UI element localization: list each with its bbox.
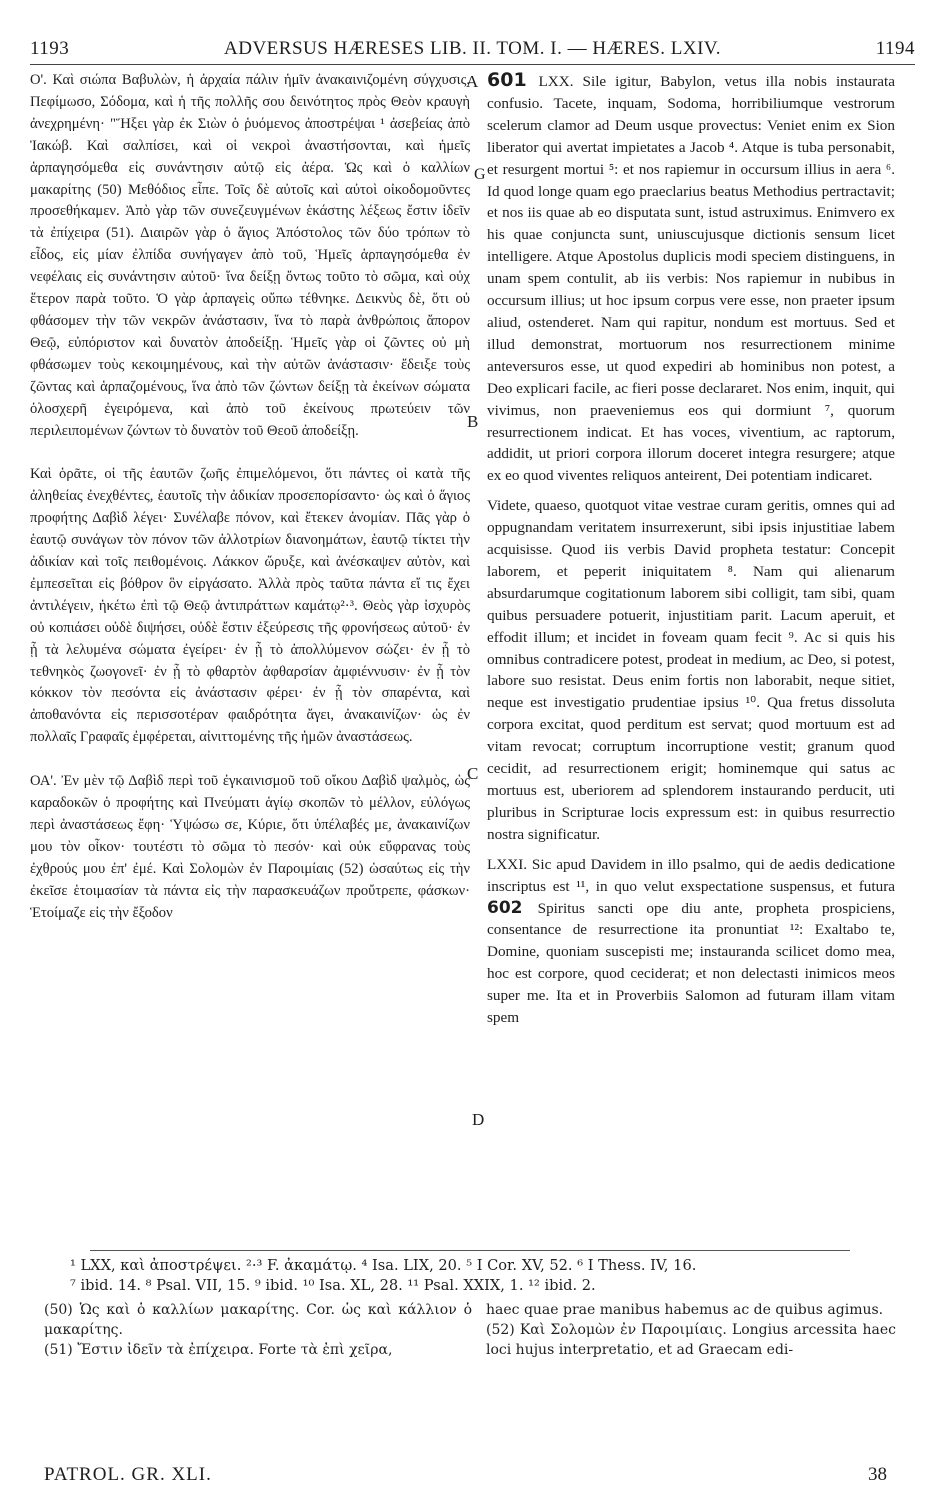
footnotes-left — [44, 1300, 472, 1360]
footnote-51-cont: haec quae prae manibus habemus ac de quibus agimus. — [486, 1302, 884, 1318]
latin-paragraph-70: 601 LXX. Sile igitur, Babylon, vetus illa nobis instaurata confusio. Tacete, inquam, Sodoma, horribiliumque vestrorum scelerum clamor ad Deum usque provectus: Veniet enim ex Sion liberator qui avertat impietates a Jacob ⁴. Atque is tuba personabit, et resurgent mortui ⁵: et nos rapiemur in occursum illius in aera ⁶. Id quod longe quam ego praeclarius beatus Methodius pertractavit; et nos iis quae ab eo disputata sunt, istud astruximus. Enimvero ex his quae conjuncta sunt, uniuscujusque dictionis sensum licet intelligere. Atque Apostolus duplicis modi speciem distinguens, in unam spem contulit, ab iis verbis: Nos rapiemur in nubibus in occursum illius; ut hoc ipsum corpus vere esse, non praeter ipsum aliud, ostenderet. Nam qui rapitur, nondum est mortuus. Sed et illud demonstrat, mortuorum nos resurrectionem minime anteversuros esse, ut quod expediri ab hominibus non potest, a Deo explicari facile, ac fieri posse declararet. Nos enim, inquit, qui vivimus, non praeveniemus eos qui dormiunt ⁷, quorum resurrectionem indicat. Et has voces, viventium, ac raptorum, addidit, ut priori corpora illorum doceret integra resurgere; atque ex eo quod viventes reliquos anteirent, Dei potentiam indicaret. — [487, 69, 895, 485]
footnote-50: (50) Ὡς καὶ ὁ καλλίων μακαρίτης. Cor. ὡς καὶ κάλλιον ὁ μακαρίτης. — [44, 1302, 472, 1338]
page-header — [30, 38, 915, 64]
footnote-refs-line-1: ¹ LXX, καὶ ἀποστρέψει. ²·³ F. ἀκαμάτῳ. ⁴ Isa. LIX, 20. ⁵ I Cor. XV, 52. ⁶ I Thess. IV, 16. — [70, 1257, 697, 1274]
page-number-right: 1194 — [875, 38, 915, 59]
margin-marker-g: G — [474, 166, 486, 183]
column-number-601-inline: 601 — [487, 69, 539, 91]
latin-paragraph-70-cont: Videte, quaeso, quotquot vitae vestrae curam geritis, omnes qui ad oppugnandam veritatem insurrexerunt, sibi ipsis injustitiae labem acquisisse. Quod iis verbis David propheta testatur: Concepit laborem, et peperit iniquitatem ⁸. Nam qui alienarum absurdarumque cogitationum laborem sibi colligit, tam sibi, quam quibus persuadere potuerit, injustitiam parit. Lacum aperuit, et effodit illum; et incidet in foveam quam fecit ⁹. Ac si quis his omnibus contradicere potest, prodeat in medium, ac Deo, si potest, labore suo resistat. Deus enim fortis non laborabit, neque sitiet, neque est investigatio prudentiae ipsius ¹⁰. Qua fretus dissoluta corpora excitat, quod perditum est servat; quod mortuum est ad vitam revocat; corruptum incorruptione vestit; granum quod cecidit, ad resurrectionem erigit; hominemque qui satus ac mortuus est, uberiorem ad splendorem instaurando perducit, uti pluribus in Scripturae locis expressum est: in quibus resurrectio nostra significatur. — [487, 497, 895, 843]
footer-signature: 38 — [868, 1464, 887, 1485]
page-number-left: 1193 — [30, 38, 70, 59]
section-marker-b: B — [467, 412, 479, 431]
footnote-references — [70, 1256, 901, 1296]
latin-column — [487, 70, 895, 1029]
footnotes-right — [486, 1300, 896, 1360]
greek-column — [30, 70, 470, 925]
section-marker-c: C — [467, 764, 479, 783]
page-footer — [44, 1464, 901, 1490]
greek-paragraph-71: ΟΑ'. Ἐν μὲν τῷ Δαβὶδ περὶ τοῦ ἐγκαινισμοῦ τοῦ οἴκου Δαβὶδ ψαλμὸς, ὡς καραδοκῶν ὁ προφήτης καὶ Πνεύματι ἁγίῳ σκοπῶν τὸ μέλλον, εὐλόγως περὶ ἀναστάσεως ἔφη· Ὑψώσω σε, Κύριε, ὅτι ὑπέλαβές με, ἀνακαινίζων μου τὸν οἶκον· τουτέστι τὸ σῶμα τὸ πεσόν· καὶ οὐκ εὔφρανας τοὺς ἐχθρούς μου ἐπ' ἐμέ. Καὶ Σολομὼν ἐν Παροιμίαις (52) ὡσαύτως εἰς τὴν ἐκεῖσε ἑτοιμασίαν τὰ πάντα εἰς τὴν παρασκευάζων προὔτρεπε, φάσκων· Ἑτοίμαζε εἰς τὴν ἔξοδον — [30, 773, 470, 921]
footnote-rule — [90, 1250, 850, 1251]
header-rule — [30, 64, 915, 65]
footnote-refs-line-2: ⁷ ibid. 14. ⁸ Psal. VII, 15. ⁹ ibid. ¹⁰ Isa. XL, 28. ¹¹ Psal. XXIX, 1. ¹² ibid. 2. — [70, 1277, 596, 1294]
footnote-51: (51) Ἔστιν ἰδεῖν τὰ ἐπίχειρα. Forte τὰ ἐπὶ χεῖρα, — [44, 1342, 393, 1358]
column-number-602-inline: 602 — [487, 897, 538, 918]
footer-patrologia: PATROL. GR. XLI. — [44, 1464, 212, 1485]
footnote-52: (52) Καὶ Σολομὼν ἐν Παροιμίαις. Longius arcessita haec loci hujus interpretatio, et ad Graecam edi- — [486, 1322, 896, 1358]
section-marker-a: A — [466, 72, 479, 91]
latin-paragraph-71: LXXI. Sic apud Davidem in illo psalmo, qui de aedis dedicatione inscriptus est ¹¹, in quo velut exspectatione suspensus, et futura 602 Spiritus sancti ope diu ante, propheta prospiciens, consentance de resurrectione ita pronuntiat ¹²: Exaltabo te, Domine, quoniam suscepisti me; instauranda scilicet domo mea, hoc est corpore, quod ceciderat; et non delectasti inimicos meos super me. Ita et in Proverbiis Salomon ad futuram illam vitam spem — [487, 855, 896, 1027]
running-title: ADVERSUS HÆRESES LIB. II. TOM. I. — HÆRES. LXIV. — [224, 38, 721, 59]
section-marker-d: D — [472, 1110, 485, 1129]
greek-paragraph-70-cont: Καὶ ὁρᾶτε, οἱ τῆς ἑαυτῶν ζωῆς ἐπιμελόμενοι, ὅτι πάντες οἱ κατὰ τῆς ἀληθείας ἐνεχθέντες, ἑαυτοῖς τὴν ἀδικίαν προσεπορίσαντο· ὡς καὶ ὁ ἅγιος προφήτης Δαβὶδ λέγει· Συνέλαβε πόνον, καὶ ἔτεκεν ἀνομίαν. Πᾶς γὰρ ὁ ἑαυτῷ συνάγων τὸν πόνον τῶν ἀλλοτρίων διανοημάτων, ἑαυτῷ τίκτει τὴν ἀδικίαν καὶ τοῖς πειθομένοις. Λάκκον ὤρυξε, καὶ ἀνέσκαψεν αὐτὸν, καὶ ἐμπεσεῖται εἰς βόθρον ὃν εἰργάσατο. Ἀλλὰ πρὸς ταῦτα πάντα εἴ τις ἔχει ἀντιλέγειν, ἡκέτω ἐπὶ τῷ Θεῷ ἀντιπράττων καμάτῳ²·³. Θεὸς γὰρ ἰσχυρὸς οὐ κοπιάσει οὐδὲ διψήσει, οὐδὲ ἔστιν ἐξεύρεσις τῆς φρονήσεως αὐτοῦ· ἐν ᾗ τὰ λελυμένα σώματα ἐγείρει· ἐν ᾗ τὸ ἀπολλύμενον σώζει· ἐν ᾗ τὸ τεθνηκὸς ζωογονεῖ· ἐν ᾗ τὸ φθαρτὸν ἀφθαρσίαν ἀμφιέννυσιν· ἐν ᾗ τὸν κόκκον τὸν πεσόντα εἰς ἀνάστασιν φέρει· ἐν ᾗ τὸν σπαρέντα, καὶ ἀποθανόντα εἰς περισσοτέραν φαιδρότητα ἄγει, ἀνακαινίζων· ὡς ἐν πολλαῖς Γραφαῖς ἐμφέρεται, αἰνιττομένης τῆς ἡμῶν ἀναστάσεως. — [30, 466, 470, 746]
greek-paragraph-70: Ο'. Καὶ σιώπα Βαβυλὼν, ἡ ἀρχαία πάλιν ἡμῖν ἀνακαινιζομένη σύγχυσις. Πεφίμωσο, Σόδομα, καὶ ἡ τῆς πολλῆς σου δεινότητος πρὸς Θεὸν κραυγὴ ἀνεχρημένη· "Ἥξει γὰρ ἐκ Σιὼν ὁ ῥυόμενος ἀποστρέψαι ¹ ἀσεβείας ἀπὸ Ἰακώβ. Καὶ σαλπίσει, καὶ οἱ νεκροὶ ἀναστήσονται, καὶ ἡμεῖς ἁρπαγησόμεθα εἰς συνάντησιν αὐτῷ εἰς ἀέρα. Ὡς καὶ ὁ καλλίων μακαρίτης (50) Μεθόδιος εἶπε. Τοῖς δὲ αὐτοῖς καὶ αὐτοὶ οἰκοδομοῦντες προσεθήκαμεν. Ἀπὸ γὰρ τῶν συνεζευγμένων ἑκάστης λέξεως ἔστιν ἰδεῖν τὰ ἐπίχειρα (51). Διαιρῶν γὰρ ὁ ἅγιος Ἀπόστολος τῶν δύο τρόπων τὸ εἶδος, εἰς μίαν ἐλπίδα συνήγαγεν ἀπὸ τοῦ, Ἡμεῖς ἁρπαγησόμεθα ἐν νεφέλαις εἰς συνάντησιν αὐτοῦ· ἵνα δείξῃ ὄντως τοῦτο τὸ σῶμα, καὶ οὐχ ἕτερον παρὰ τοῦτο. Ὁ γὰρ ἁρπαγεὶς οὔπω τέθνηκε. Δεικνὺς δὲ, ὅτι οὐ φθάσομεν τὴν τῶν νεκρῶν ἀνάστασιν, ἵνα τὸ παρὰ ἀνθρώποις ἄπορον Θεῷ, εὐπόριστον καὶ δυνατὸν ἀποδείξῃ. Ἡμεῖς γὰρ οἱ ζῶντες οὐ μὴ φθάσωμεν τοὺς κεκοιμημένους, καὶ τὴν αὐτῶν ἀνάστασιν· ἔδειξε τοὺς ζῶντας καὶ ἁρπαζομένους, ἵνα ἀπὸ τῶν ζώντων δείξῃ τὰ ἐκείνων σώματα ὁλοσχερῆ ἐγειρόμενα, καὶ ἀπὸ τοῦ ἐκείνους πρωτεύειν τῶν περιλειπομένων ζώντων τὸ δυνατὸν τοῦ Θεοῦ ἀποδείξῃ. — [30, 72, 470, 439]
